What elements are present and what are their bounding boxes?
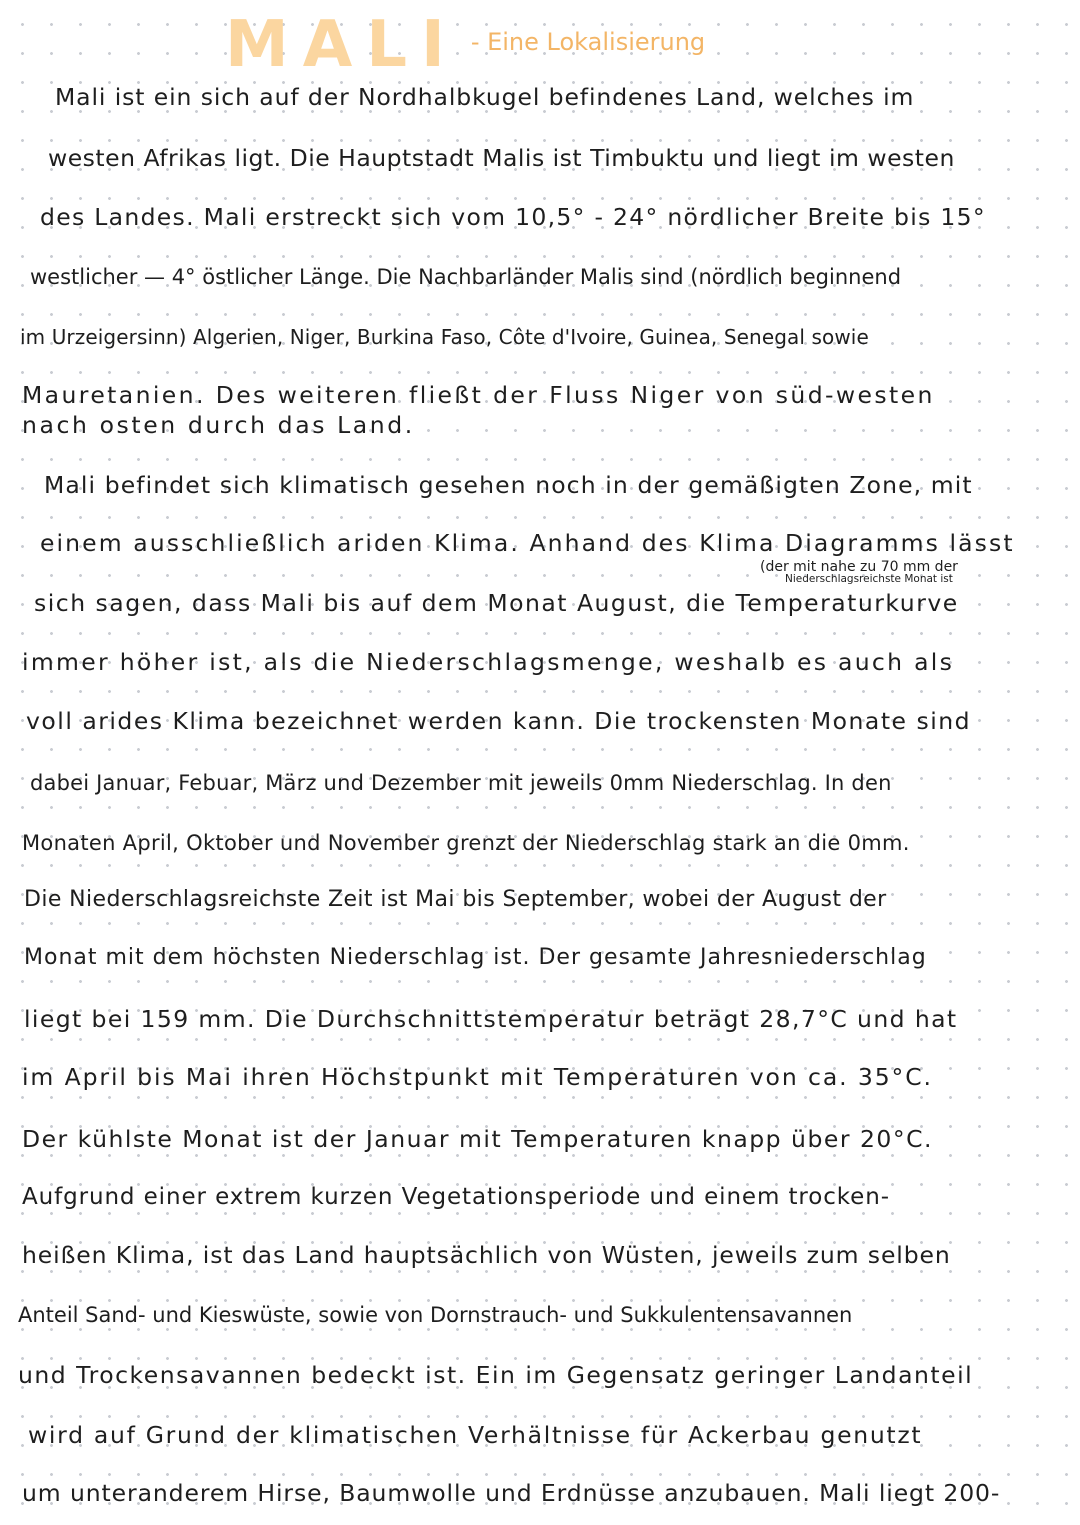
text-line: Mauretanien. Des weiteren fließt der Fluss Niger von süd-westen bbox=[22, 381, 935, 409]
heading bbox=[225, 8, 706, 82]
text-line: Mali befindet sich klimatisch gesehen noch in der gemäßigten Zone, mit bbox=[44, 471, 973, 499]
text-line: Mali ist ein sich auf der Nordhalbkugel befindenes Land, welches im bbox=[55, 83, 915, 111]
text-line: Monaten April, Oktober und November grenzt der Niederschlag stark an die 0mm. bbox=[22, 831, 910, 855]
text-line: im April bis Mai ihren Höchstpunkt mit Temperaturen von ca. 35°C. bbox=[22, 1063, 933, 1091]
text-line: Die Niederschlagsreichste Zeit ist Mai bis September, wobei der August der bbox=[24, 887, 887, 912]
text-line: sich sagen, dass Mali bis auf dem Monat August, die Temperaturkurve bbox=[34, 589, 959, 617]
text-line: und Trockensavannen bedeckt ist. Ein im Gegensatz geringer Landanteil bbox=[18, 1361, 974, 1389]
text-line: liegt bei 159 mm. Die Durchschnittstemperatur beträgt 28,7°C und hat bbox=[24, 1005, 958, 1033]
text-line: um unteranderem Hirse, Baumwolle und Erdnüsse anzubauen. Mali liegt 200- bbox=[22, 1479, 1001, 1507]
text-line: voll arides Klima bezeichnet werden kann. Die trockensten Monate sind bbox=[26, 707, 972, 735]
page-subtitle: - Eine Lokalisierung bbox=[470, 28, 706, 56]
text-line: des Landes. Mali erstreckt sich vom 10,5° - 24° nördlicher Breite bis 15° bbox=[40, 203, 986, 231]
text-line: Der kühlste Monat ist der Januar mit Temperaturen knapp über 20°C. bbox=[22, 1125, 933, 1153]
page-title: MALI bbox=[225, 8, 459, 82]
text-line: wird auf Grund der klimatischen Verhältnisse für Ackerbau genutzt bbox=[28, 1421, 923, 1449]
text-line: heißen Klima, ist das Land hauptsächlich von Wüsten, jeweils zum selben bbox=[22, 1241, 951, 1269]
text-line: im Urzeigersinn) Algerien, Niger, Burkina Faso, Côte d'Ivoire, Guinea, Senegal sowie bbox=[20, 325, 869, 349]
text-line: Aufgrund einer extrem kurzen Vegetationsperiode und einem trocken- bbox=[22, 1184, 890, 1210]
text-line: Anteil Sand- und Kieswüste, sowie von Dornstrauch- und Sukkulentensavannen bbox=[18, 1303, 853, 1327]
insertion-note-line-2: Niederschlagsreichste Monat ist bbox=[785, 573, 953, 585]
text-line: nach osten durch das Land. bbox=[22, 411, 415, 439]
text-line: westlicher — 4° östlicher Länge. Die Nachbarländer Malis sind (nördlich beginnend bbox=[30, 265, 902, 289]
text-line: immer höher ist, als die Niederschlagsmenge, weshalb es auch als bbox=[22, 648, 955, 676]
text-line: dabei Januar, Febuar, März und Dezember mit jeweils 0mm Niederschlag. In den bbox=[30, 771, 892, 795]
insertion-note-line-1: (der mit nahe zu 70 mm der bbox=[760, 559, 958, 575]
text-line: westen Afrikas ligt. Die Hauptstadt Malis ist Timbuktu und liegt im westen bbox=[48, 144, 955, 172]
text-line: einem ausschließlich ariden Klima. Anhand des Klima Diagramms lässt bbox=[40, 529, 1015, 557]
text-line: Monat mit dem höchsten Niederschlag ist. Der gesamte Jahresniederschlag bbox=[24, 945, 927, 970]
